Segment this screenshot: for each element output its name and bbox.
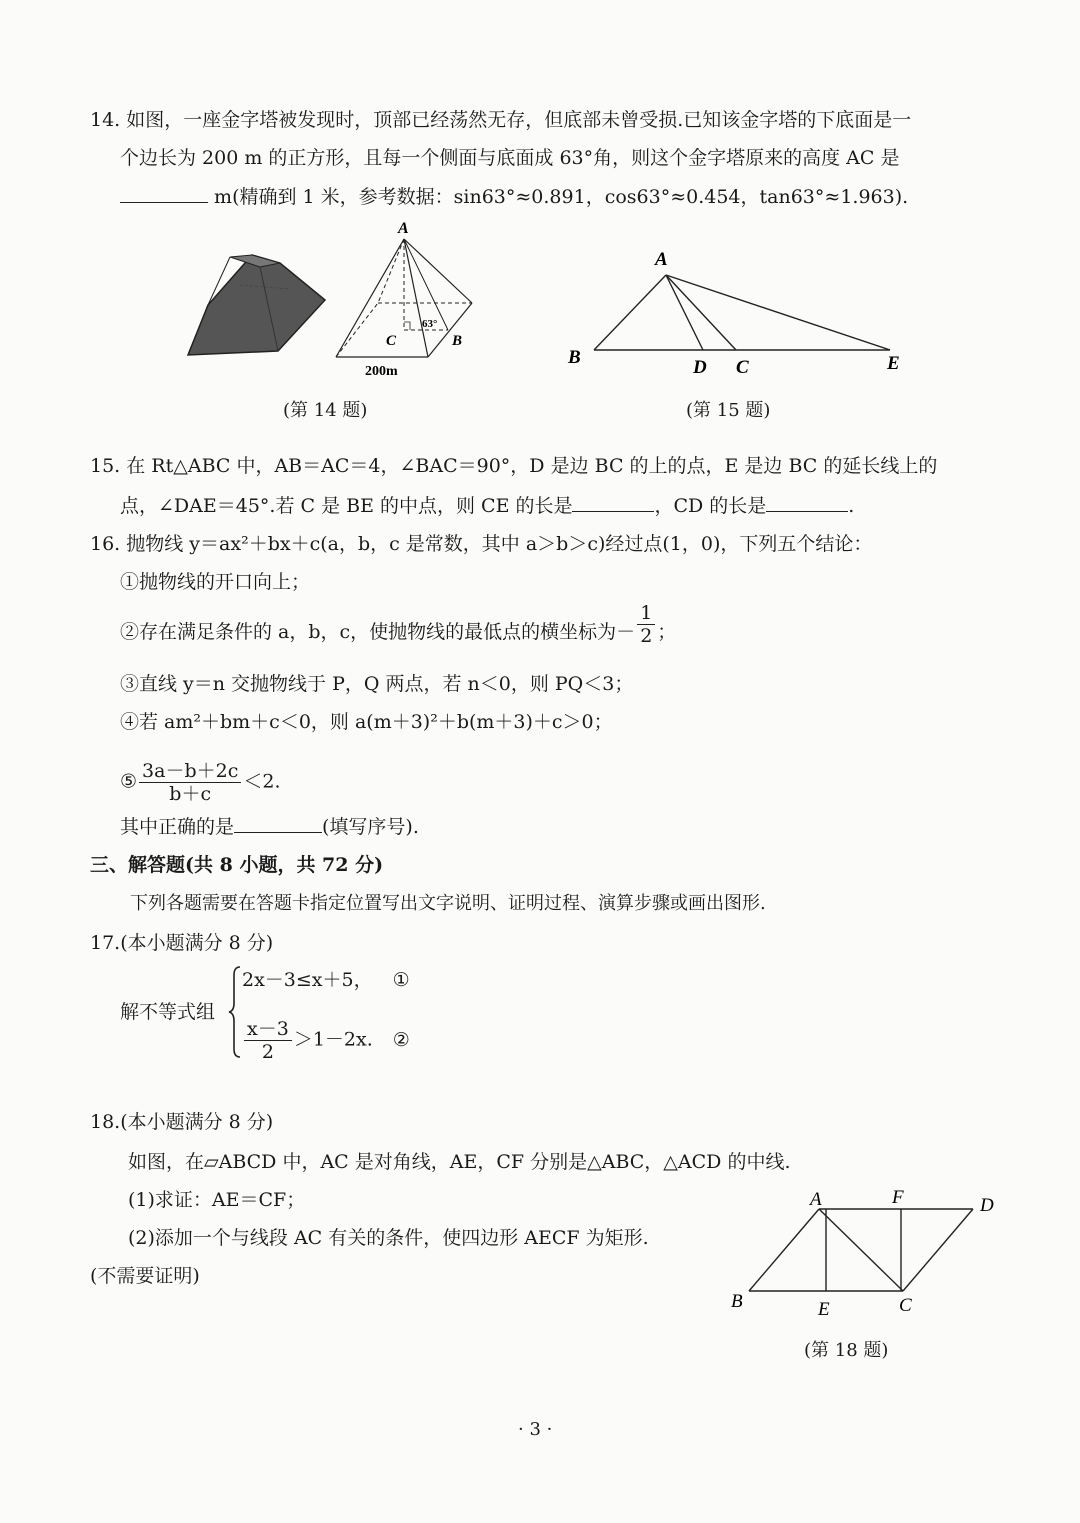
q16-c5-suffix: ＜2. — [243, 770, 281, 793]
pyramid-label-b: B — [452, 333, 463, 349]
q15-caption: (第 15 题) — [686, 400, 771, 421]
q17-inequality-2 — [242, 1018, 410, 1063]
q18-part-2: (2)添加一个与线段 AC 有关的条件，使四边形 AECF 为矩形. — [128, 1227, 649, 1249]
q16-c5-numerator: 3a－b＋2c — [139, 760, 241, 783]
q16-conclusion-5 — [120, 760, 281, 805]
q18-header: 18.(本小题满分 8 分) — [90, 1111, 274, 1133]
pyramid-label-a: A — [398, 220, 409, 237]
q18-label-a: A — [810, 1189, 822, 1210]
system-brace — [228, 965, 242, 1059]
q14-line-3-text: m(精确到 1 米，参考数据：sin63°≈0.891，cos63°≈0.454，tan63°≈1.963). — [214, 186, 909, 208]
q16-c5-prefix: ⑤ — [120, 770, 138, 793]
section-3-title: 三、解答题(共 8 小题，共 72 分) — [90, 854, 384, 876]
q17-ineq2-fraction — [244, 1018, 292, 1063]
q15-label-c: C — [736, 357, 749, 378]
q18-note: (不需要证明) — [90, 1265, 200, 1287]
q18-label-f: F — [892, 1187, 904, 1208]
q15-label-a: A — [655, 249, 668, 270]
q17-ineq2-mark: ② — [392, 1028, 410, 1051]
q15-line-2-b: ，CD 的长是 — [654, 495, 767, 517]
q16-line-1: 16. 抛物线 y＝ax²＋bx＋c(a，b，c 是常数，其中 a＞b＞c)经过点(1，0)，下列五个结论： — [90, 533, 873, 555]
q18-caption: (第 18 题) — [804, 1340, 889, 1361]
pyramid-base-label: 200m — [365, 364, 398, 379]
q16-c2-denominator: 2 — [640, 624, 653, 647]
q16-conclusion-4: ④若 am²＋bm＋c＜0，则 a(m＋3)²＋b(m＋3)＋c＞0； — [120, 711, 613, 733]
q17-header: 17.(本小题满分 8 分) — [90, 932, 274, 954]
pyramid-diagram — [330, 215, 480, 385]
section-3-instruction: 下列各题需要在答题卡指定位置写出文字说明、证明过程、演算步骤或画出图形. — [130, 893, 766, 914]
pyramid-angle-label: 63° — [422, 318, 438, 330]
q15-line-1: 15. 在 Rt△ABC 中，AB＝AC＝4，∠BAC＝90°，D 是边 BC 的上的点，E 是边 BC 的延长线上的 — [90, 455, 938, 477]
q18-stem: 如图，在▱ABCD 中，AC 是对角线，AE，CF 分别是△ABC，△ACD 的中线. — [128, 1151, 791, 1173]
q15-label-e: E — [887, 353, 900, 374]
pyramid-label-c: C — [386, 333, 397, 349]
q17-ineq1-mark: ① — [392, 969, 410, 991]
q16-c2-fraction — [637, 602, 655, 647]
q17-ineq2-denominator: 2 — [261, 1041, 274, 1063]
q14-line-2: 个边长为 200 m 的正方形，且每一个侧面与底面成 63°角，则这个金字塔原来的高度 AC 是 — [120, 147, 900, 169]
q15-label-d: D — [693, 357, 707, 378]
q16-conclusion-2 — [120, 601, 677, 647]
q16-answer-suffix: (填写序号). — [322, 816, 419, 838]
q17-intro: 解不等式组 — [120, 1001, 216, 1023]
q14-answer-blank — [120, 182, 208, 203]
q18-part-1: (1)求证：AE＝CF； — [128, 1189, 306, 1211]
q16-c5-denominator: b＋c — [169, 783, 212, 805]
q16-c5-fraction — [139, 760, 241, 805]
q16-conclusion-3: ③直线 y＝n 交抛物线于 P，Q 两点，若 n＜0，则 PQ＜3； — [120, 673, 634, 695]
parallelogram-abcd-diagram — [725, 1185, 1005, 1325]
page-number: · 3 · — [518, 1419, 553, 1440]
q15-label-b: B — [568, 347, 581, 368]
q18-label-e: E — [818, 1299, 830, 1320]
q16-answer-blank — [234, 812, 322, 833]
q17-ineq2-numerator: x－3 — [244, 1018, 292, 1041]
truncated-pyramid-image — [180, 245, 330, 365]
triangle-abe-diagram — [560, 245, 910, 380]
q16-c2-text: ②存在满足条件的 a，b，c，使抛物线的最低点的横坐标为－ — [120, 621, 636, 643]
q17-inequality-1 — [242, 966, 410, 994]
q16-answer-line — [120, 812, 419, 841]
q14-line-3 — [120, 182, 908, 211]
q15-cd-blank — [766, 491, 848, 512]
q15-line-2-c: . — [848, 495, 855, 517]
q17-ineq2-rest: ＞1－2x. — [293, 1028, 373, 1051]
q14-caption: (第 14 题) — [283, 400, 368, 421]
q14-line-1: 14. 如图，一座金字塔被发现时，顶部已经荡然无存，但底部未曾受损.已知该金字塔的下底面是一 — [90, 109, 912, 131]
q18-label-b: B — [731, 1291, 743, 1312]
q15-line-2 — [120, 491, 854, 520]
q18-label-c: C — [899, 1295, 912, 1316]
q16-answer-text: 其中正确的是 — [120, 816, 235, 838]
q16-conclusion-1: ①抛物线的开口向上； — [120, 571, 311, 593]
q16-c2-numerator: 1 — [637, 602, 655, 625]
q16-c2-end: ； — [657, 621, 677, 643]
q18-label-d: D — [980, 1195, 994, 1216]
q15-line-2-a: 点，∠DAE＝45°.若 C 是 BE 的中点，则 CE 的长是 — [120, 495, 573, 517]
q17-ineq1-text: 2x－3≤x＋5， — [242, 969, 373, 991]
q15-ce-blank — [572, 491, 654, 512]
